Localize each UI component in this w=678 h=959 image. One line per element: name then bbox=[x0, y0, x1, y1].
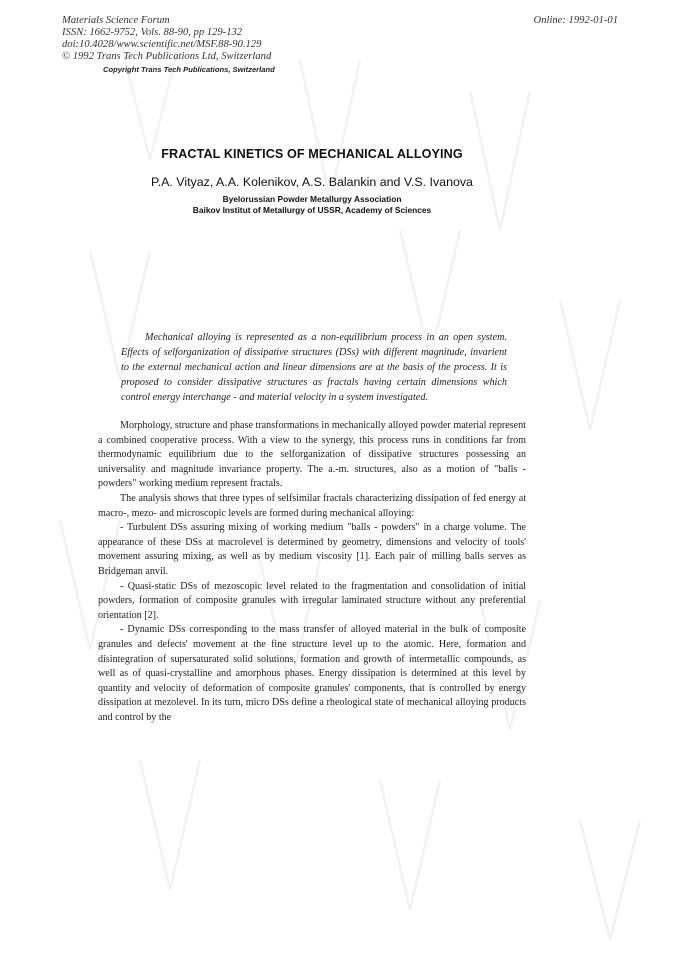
paragraph: Morphology, structure and phase transformations in mechanically alloyed powder material represent a combined cooperative process. With a view to the synergy, this process runs in conditions far from thermodynamic equilibrium due to the selforganization of dissipative structures possessing an universality and magnitude invariance property. The a.-m. structures, also as a motion of "balls - powders" working medium represent fractals. bbox=[98, 420, 526, 490]
abstract: Mechanical alloying is represented as a non-equilibrium process in an open system. Effects of selforganization of dissipative structures (DSs) with different magnitude, invarient to the external mechanical action and linear dimensions are at the basis of the process. It is proposed to consider dissipative structures as fractals having certain dimensions which control energy interchange - and material velocity in a system investigated. bbox=[121, 332, 507, 403]
paragraph: - Quasi-static DSs of mezoscopic level related to the fragmentation and consolidation of initial powders, formation of composite granules with irregular laminated structure without any preferential orientation [2]. bbox=[98, 580, 526, 621]
paragraph: - Turbulent DSs assuring mixing of working medium "balls - powders" in a charge volume. The appearance of these DSs at macrolevel is determined by geometry, dimensions and velocity of tools' movement assuring mixing, as well as by medium viscosity [1]. Each pair of milling balls serves as Bridgeman anvil. bbox=[98, 522, 526, 577]
affiliation-2: Baikov Institut of Metallurgy of USSR, Academy of Sciences bbox=[192, 205, 432, 215]
online-date: Online: 1992-01-01 bbox=[533, 15, 618, 26]
issn-line: ISSN: 1662-9752, Vols. 88-90, pp 129-132 bbox=[62, 27, 243, 38]
paper-title: FRACTAL KINETICS OF MECHANICAL ALLOYING bbox=[161, 147, 463, 161]
paragraph: The analysis shows that three types of selfsimilar fractals characterizing dissipation of fed energy at macro-, mezo- and microscopic levels are formed during mechanical alloying: bbox=[98, 492, 526, 519]
body-text bbox=[98, 419, 526, 725]
journal-header bbox=[62, 15, 392, 63]
journal-name: Materials Science Forum bbox=[62, 15, 170, 26]
affiliation-1: Byelorussian Powder Metallurgy Association bbox=[222, 194, 402, 204]
copyright-line: Copyright Trans Tech Publications, Switzerland bbox=[103, 65, 275, 74]
paragraph: - Dynamic DSs corresponding to the mass transfer of alloyed material in the bulk of composite granules and defects' movement at the fine structure level up to the atomic. Here, formation and disintegration of supersaturated solid solutions, formation and growth of intermetallic compounds, as well as of quasi-crystalline and amorphous phases. Energy dissipation is determined at this level by quantity and velocity of deformation of composite granules' components, that is controlled by energy dissipation at mezolevel. In its turn, micro DSs define a rheological state of mechanical alloying products and control by the bbox=[98, 624, 526, 723]
doi-line: doi:10.4028/www.scientific.net/MSF.88-90.129 bbox=[62, 39, 262, 50]
publisher-line: © 1992 Trans Tech Publications Ltd, Switzerland bbox=[62, 51, 272, 62]
paper-authors: P.A. Vityaz, A.A. Kolenikov, A.S. Balankin and V.S. Ivanova bbox=[151, 175, 473, 189]
